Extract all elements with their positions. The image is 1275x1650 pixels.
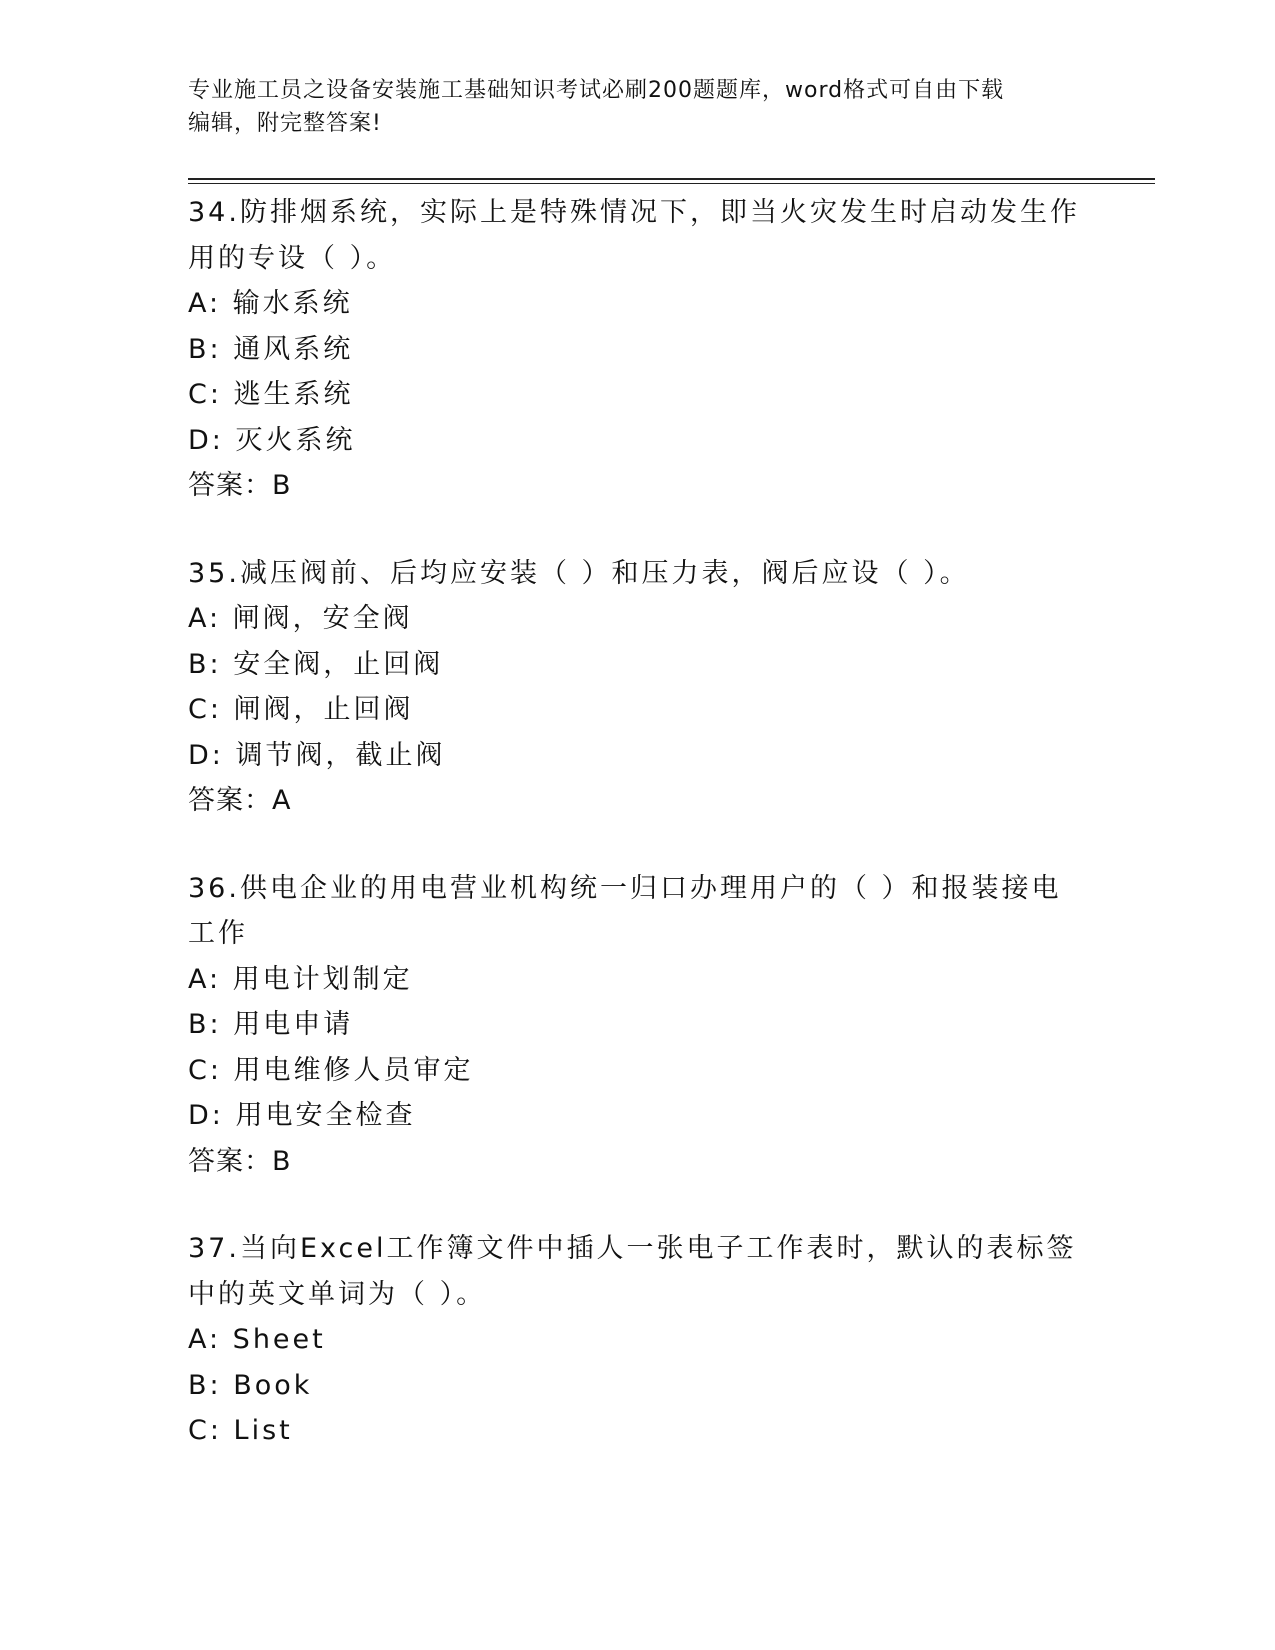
option-b: B: Book xyxy=(188,1369,313,1401)
option-c: C: List xyxy=(188,1415,293,1446)
option-d: D: 灭火系统 xyxy=(188,424,356,456)
header-divider-thick xyxy=(188,178,1155,180)
question-37 xyxy=(188,1226,1088,1454)
answer-line: 答案：A xyxy=(188,785,292,816)
document-header xyxy=(188,74,1068,140)
question-34 xyxy=(188,190,1088,509)
option-a: A: 用电计划制定 xyxy=(188,963,413,995)
question-stem: 36.供电企业的用电营业机构统一归口办理用户的（ ）和报装接电工作 xyxy=(188,872,1062,949)
option-c: C: 逃生系统 xyxy=(188,379,354,410)
answer-line: 答案：B xyxy=(188,470,292,501)
option-b: B: 通风系统 xyxy=(188,333,354,365)
header-title-line-2: 编辑，附完整答案! xyxy=(188,111,382,136)
answer-line: 答案：B xyxy=(188,1145,292,1177)
option-d: D: 用电安全检查 xyxy=(188,1100,416,1131)
question-36 xyxy=(188,866,1088,1185)
option-a: A: 输水系统 xyxy=(188,288,353,319)
question-stem: 34.防排烟系统，实际上是特殊情况下，即当火灾发生时启动发生作用的专设（ ）。 xyxy=(188,197,1080,274)
option-a: A: Sheet xyxy=(188,1324,326,1355)
question-list xyxy=(188,190,1088,1496)
header-divider-thin xyxy=(188,183,1155,184)
question-35 xyxy=(188,551,1088,824)
option-b: B: 安全阀，止回阀 xyxy=(188,648,444,680)
option-a: A: 闸阀，安全阀 xyxy=(188,603,413,634)
header-title-line-1: 专业施工员之设备安装施工基础知识考试必刷200题题库，word格式可自由下载 xyxy=(188,78,1005,103)
question-stem: 37.当向Excel工作簿文件中插人一张电子工作表时，默认的表标签中的英文单词为（ ）。 xyxy=(188,1233,1077,1310)
question-stem: 35.减压阀前、后均应安装（ ）和压力表，阀后应设（ ）。 xyxy=(188,557,970,589)
option-c: C: 闸阀，止回阀 xyxy=(188,694,414,725)
option-b: B: 用电申请 xyxy=(188,1009,354,1040)
option-d: D: 调节阀，截止阀 xyxy=(188,739,446,771)
option-c: C: 用电维修人员审定 xyxy=(188,1054,474,1086)
